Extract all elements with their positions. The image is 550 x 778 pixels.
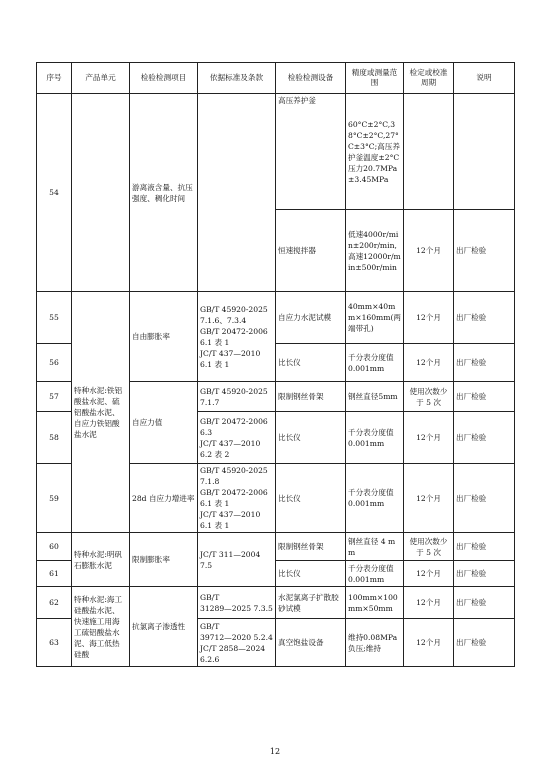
- row-no: 58: [37, 412, 72, 464]
- precision-cell: 千分表分度值 0.001mm: [346, 412, 404, 464]
- unit-cell: 特种水泥:铁铝酸盐水泥、硫铝酸盐水泥、自应力铁铝酸盐水泥: [72, 292, 130, 533]
- note-cell: 出厂检验: [454, 464, 515, 533]
- standard-cell: GB/T 31289—2025 7.3.5: [198, 587, 276, 619]
- equipment-cell: 真空饱盐设备: [276, 619, 346, 667]
- equipment-cell: 比长仪: [276, 464, 346, 533]
- period-cell: 12个月: [404, 587, 454, 619]
- precision-cell: 60°C±2°C,38°C±2°C,27°C±3°C;高压养护釜温度±2°C压力20.7MPa±3.45MPa: [346, 94, 404, 210]
- period-cell: 12个月: [404, 619, 454, 667]
- item-cell: 28d 自应力增进率: [130, 464, 198, 533]
- equipment-cell: 限制钢丝骨架: [276, 533, 346, 561]
- header-note: 说明: [454, 63, 515, 94]
- period-cell: 12个月: [404, 344, 454, 382]
- note-cell: 出厂检验: [454, 382, 515, 412]
- row-no: 61: [37, 561, 72, 587]
- header-precision: 精度或测量范围: [346, 63, 404, 94]
- note-cell: 出厂检验: [454, 344, 515, 382]
- precision-cell: 千分表分度值 0.001mm: [346, 561, 404, 587]
- note-cell: 出厂检验: [454, 412, 515, 464]
- item-cell: 抗氯离子渗透性: [130, 587, 198, 667]
- item-cell: 游离液含量、抗压强度、稠化时间: [130, 94, 198, 292]
- unit-cell: 特种水泥:海工硅酸盐水泥、快速施工用海工硫铝酸盐水泥、海工低热硅酸: [72, 587, 130, 667]
- unit-cell: 特种水泥:明矾石膨胀水泥: [72, 533, 130, 587]
- precision-cell: 40mm×40mm×160mm(两端带孔): [346, 292, 404, 344]
- row-no: 54: [37, 94, 72, 292]
- row-no: 63: [37, 619, 72, 667]
- period-cell: 使用次数少于 5 次: [404, 382, 454, 412]
- header-equipment: 检验检测设备: [276, 63, 346, 94]
- note-cell: 出厂检验: [454, 533, 515, 561]
- precision-cell: 千分表分度值 0.001mm: [346, 344, 404, 382]
- precision-cell: 维持0.08MPa 负压;维持: [346, 619, 404, 667]
- equipment-cell: 比长仪: [276, 412, 346, 464]
- precision-cell: 100mm×100mm×50mm: [346, 587, 404, 619]
- equipment-cell: 水泥氯离子扩散胶砂试模: [276, 587, 346, 619]
- header-row: [37, 63, 515, 94]
- item-cell: 自由膨胀率: [130, 292, 198, 382]
- precision-cell: 钢丝直径 4 mm: [346, 533, 404, 561]
- row-no: 56: [37, 344, 72, 382]
- note-cell: 出厂检验: [454, 292, 515, 344]
- note-cell-empty: [454, 94, 515, 210]
- equipment-cell: 高压养护釜: [276, 94, 346, 210]
- note-cell: 出厂检验: [454, 210, 515, 292]
- standards-table: [36, 62, 515, 667]
- item-cell: 自应力值: [130, 382, 198, 464]
- period-cell: 使用次数少于 5 次: [404, 533, 454, 561]
- standard-cell: GB/T 45920-2025 7.1.7: [198, 382, 276, 412]
- equipment-cell: 比长仪: [276, 561, 346, 587]
- header-no: 序号: [37, 63, 72, 94]
- period-cell: 12个月: [404, 210, 454, 292]
- period-cell: 12个月: [404, 464, 454, 533]
- standard-cell: GB/T 45920-2025 7.1.6、7.3.4 GB/T 20472-2006 6.1 表 1 JC/T 437—2010 6.1 表 1: [198, 292, 276, 382]
- standard-cell: GB/T 45920-2025 7.1.8 GB/T 20472-2006 6.1 表 1 JC/T 437—2010 6.1 表 1: [198, 464, 276, 533]
- row-no: 55: [37, 292, 72, 344]
- equipment-cell: 恒速搅拌器: [276, 210, 346, 292]
- header-standard: 依据标准及条款: [198, 63, 276, 94]
- note-cell: 出厂检验: [454, 587, 515, 619]
- header-item: 检验检测项目: [130, 63, 198, 94]
- equipment-cell: 比长仪: [276, 344, 346, 382]
- standard-cell: GB/T 39712—2020 5.2.4 JC/T 2858—2024 6.2.6: [198, 619, 276, 667]
- precision-cell: 钢丝直径5mm: [346, 382, 404, 412]
- period-cell: 12个月: [404, 292, 454, 344]
- precision-cell: 千分表分度值 0.001mm: [346, 464, 404, 533]
- table-row: [37, 292, 515, 344]
- equipment-cell: 自应力水泥试模: [276, 292, 346, 344]
- period-cell: 12个月: [404, 561, 454, 587]
- standard-cell: JC/T 311—2004 7.5: [198, 533, 276, 587]
- precision-cell: 低速4000r/min±200r/min,高速12000r/min±500r/min: [346, 210, 404, 292]
- period-cell: 12个月: [404, 412, 454, 464]
- table-row: [37, 94, 515, 210]
- header-period: 检定或校准周期: [404, 63, 454, 94]
- row-no: 57: [37, 382, 72, 412]
- equipment-cell: 限制钢丝骨架: [276, 382, 346, 412]
- item-cell: 限制膨胀率: [130, 533, 198, 587]
- note-cell: 出厂检验: [454, 561, 515, 587]
- row-no: 59: [37, 464, 72, 533]
- table-row: [37, 533, 515, 561]
- unit-cell-empty: [72, 94, 130, 292]
- header-unit: 产品单元: [72, 63, 130, 94]
- standard-cell-empty: [198, 94, 276, 292]
- period-cell-empty: [404, 94, 454, 210]
- note-cell: 出厂检验: [454, 619, 515, 667]
- page-number: 12: [269, 747, 281, 756]
- standard-cell: GB/T 20472-2006 6.3 JC/T 437—2010 6.2 表 2: [198, 412, 276, 464]
- row-no: 60: [37, 533, 72, 561]
- row-no: 62: [37, 587, 72, 619]
- table-row: [37, 587, 515, 619]
